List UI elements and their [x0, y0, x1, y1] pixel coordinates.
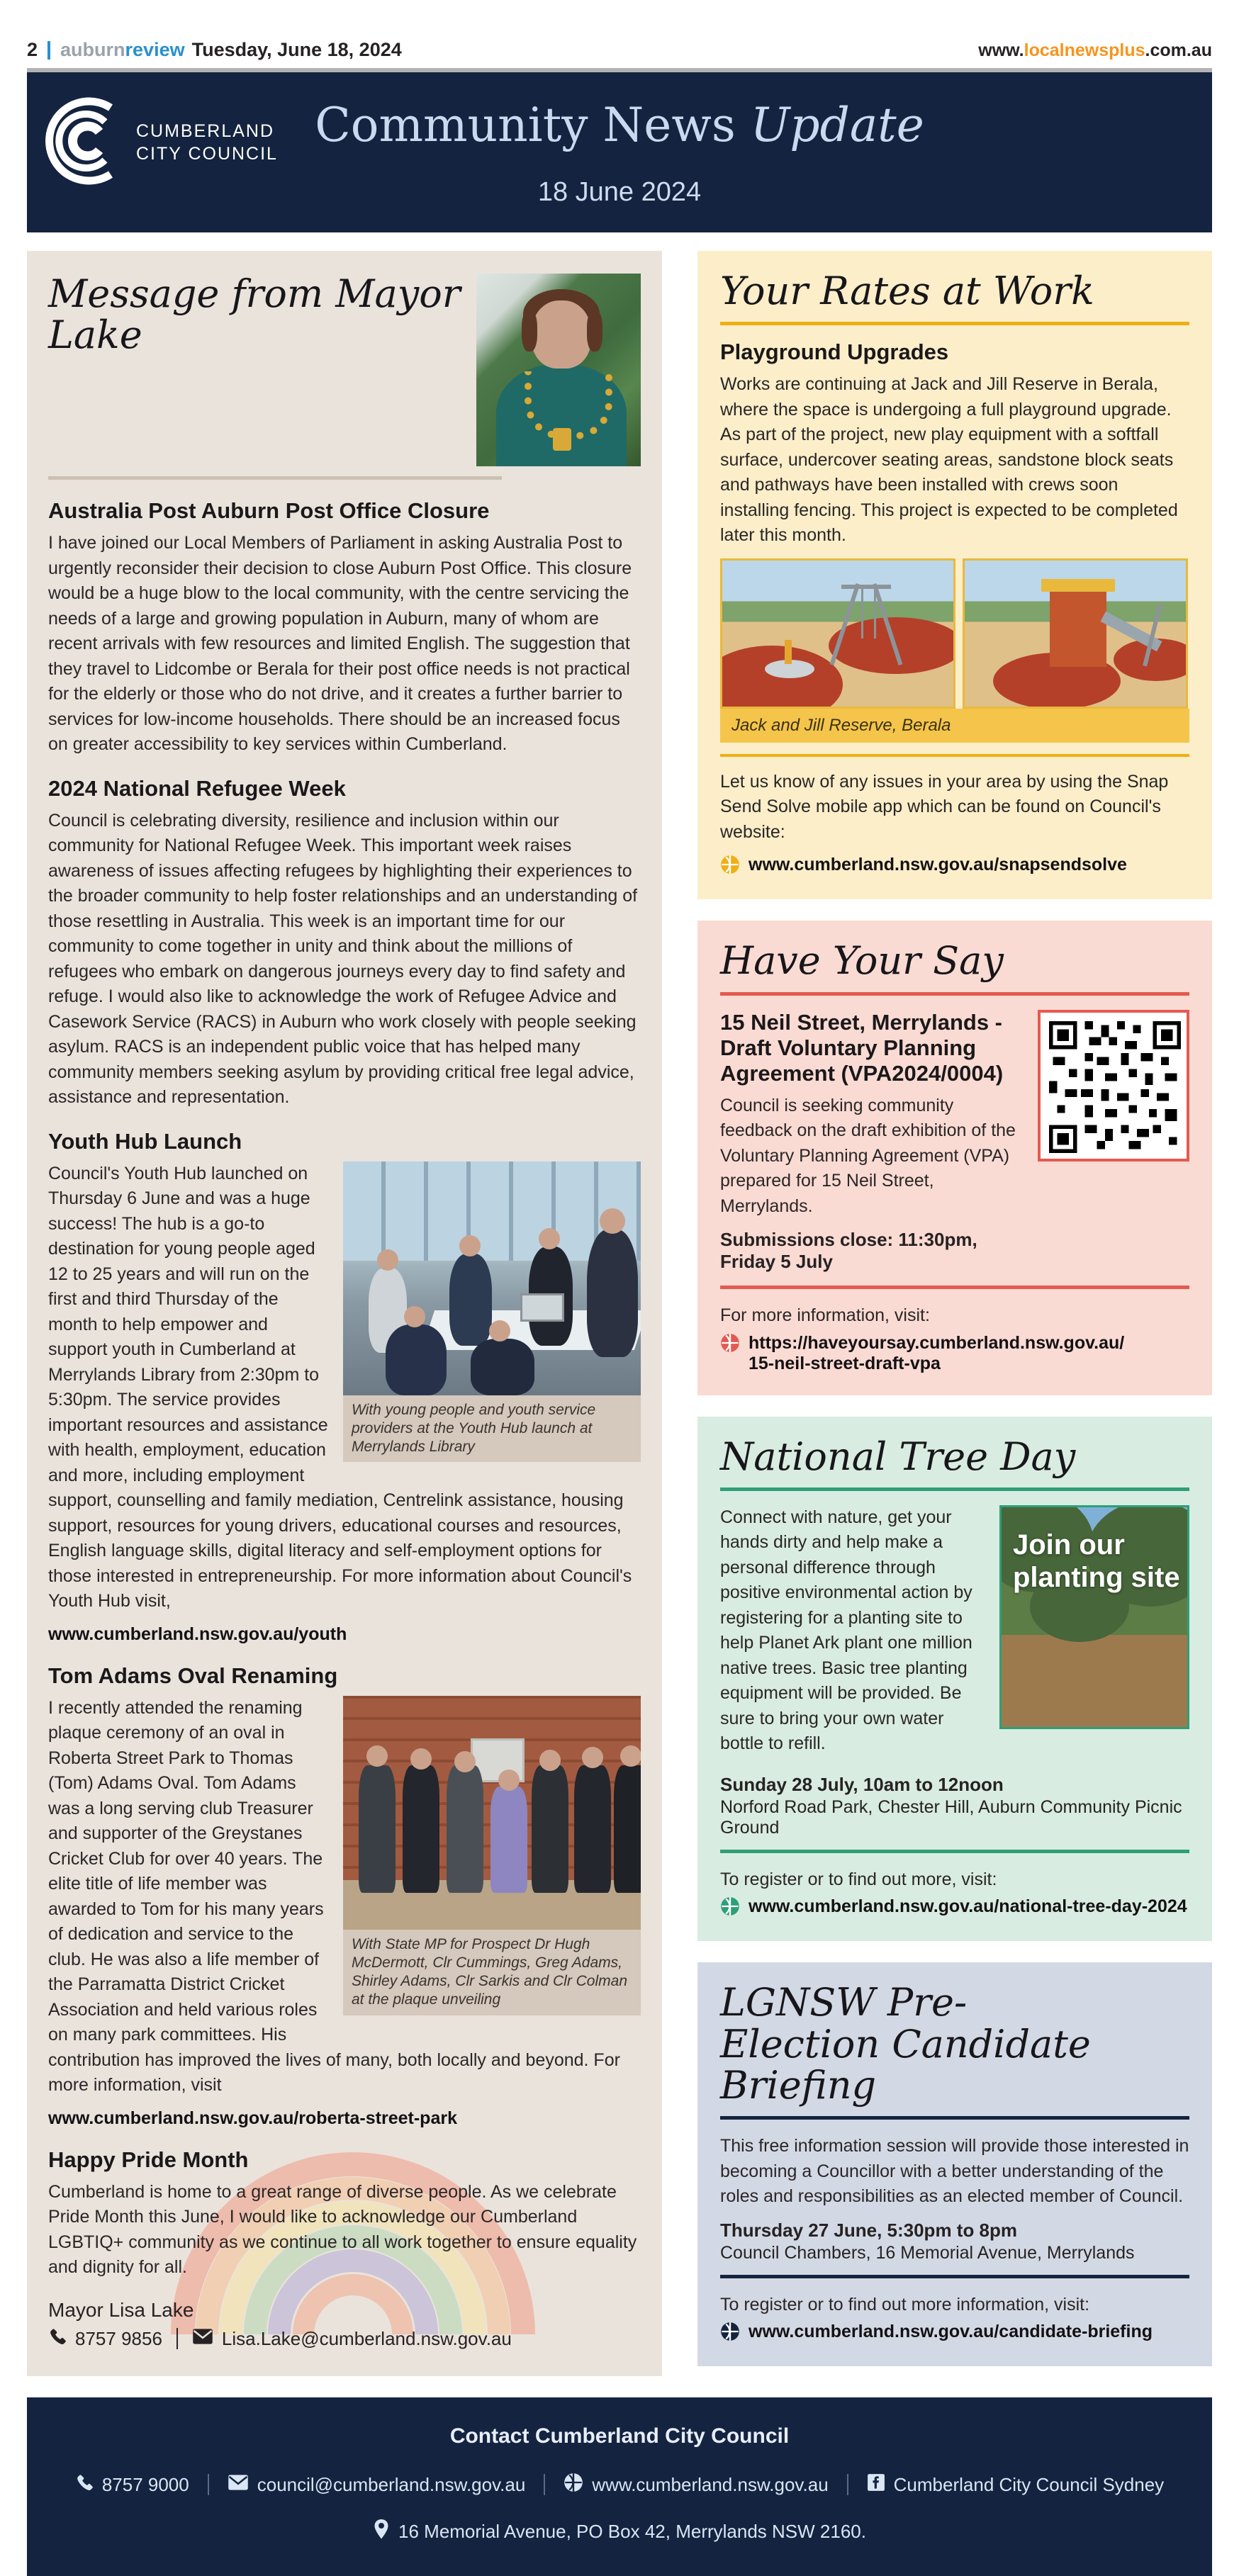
paper-date: Tuesday, June 18, 2024 [191, 39, 402, 60]
hys-link-line2: 15-neil-street-draft-vpa [749, 1353, 941, 1373]
lgnsw-where: Council Chambers, 16 Memorial Avenue, Merrylands [720, 2242, 1135, 2263]
paper-website[interactable] [978, 40, 1212, 61]
youth-hub-photo-block [343, 1162, 641, 1463]
photo-shape [403, 1765, 439, 1893]
photo-shape [574, 1765, 611, 1893]
envelope-icon [228, 2474, 249, 2496]
footer-facebook: Cumberland City Council Sydney [893, 2473, 1165, 2495]
snap-send-solve-note: Let us know of any issues in your area by using the Snap Send Solve mobile app which can be found on Council's website: [720, 771, 1169, 842]
photo-shape [459, 1235, 481, 1256]
rates-separator [720, 754, 1189, 757]
footer-phone-item[interactable] [75, 2473, 189, 2497]
photo-shape [522, 310, 537, 351]
photo-shape [498, 1770, 520, 1791]
photo-shape [471, 1339, 534, 1395]
photo-shape [490, 1787, 527, 1893]
tree-day-separator [720, 1850, 1189, 1853]
pride-section [48, 2147, 641, 2351]
footer-divider [847, 2474, 848, 2495]
newsletter-date: 18 June 2024 [537, 177, 702, 207]
paper-name-review: review [125, 39, 185, 60]
footer-contact-row [48, 2473, 1191, 2497]
lgnsw-link[interactable]: www.cumberland.nsw.gov.au/candidate-briefing [749, 2322, 1153, 2342]
tom-adams-photo [343, 1696, 641, 1930]
hys-link-line1: https://haveyoursay.cumberland.nsw.gov.au/ [749, 1332, 1125, 1353]
photo-shape [582, 1747, 603, 1768]
photo-shape [447, 1765, 483, 1893]
phone-icon [75, 2473, 94, 2497]
hys-separator [720, 1286, 1189, 1289]
paper-header-left [27, 39, 402, 61]
photo-shape [587, 310, 602, 351]
photo-shape [600, 1208, 625, 1234]
pride-body: Cumberland is home to a great range of diverse people. As we celebrate Pride Month this June, I would like to acknowledge our Cumberland LGBTIQ+ community as we continue to all work together to ensure equality and dignity for all. [48, 2181, 637, 2277]
photo-shape [520, 1293, 564, 1322]
facebook-icon [867, 2473, 885, 2497]
lgnsw-when: Thursday 27 June, 5:30pm to 8pm [720, 2219, 1018, 2241]
tree-day-photo [999, 1505, 1189, 1729]
playground-photo-caption: Jack and Jill Reserve, Berala [720, 709, 1189, 743]
footer-address-row [48, 2519, 1191, 2545]
title-underline [48, 476, 502, 480]
hys-more-info: For more information, visit: [720, 1305, 930, 1326]
youth-hub-photo [343, 1162, 641, 1395]
photo-shape [785, 640, 792, 664]
mayor-contact-row [48, 2327, 641, 2351]
mayor-phone[interactable]: 8757 9856 [75, 2327, 162, 2349]
tom-adams-body: I recently attended the renaming plaque ceremony of an oval in Roberta Street Park to Thomas (Tom) Adams Oval. Tom Adams was a long serving club Treasurer and supporter of the Greystanes Cricket Club for over 40 years. The elite title of life member was awarded to Tom for his many years of dedication and service to the club. He was also a life member of the Parramatta District Cricket Association and held various roles on many park committees. His contribution has improved the lives of many, both locally and beyond. For more information, visit [48, 1697, 620, 2095]
photo-shape [449, 1254, 492, 1346]
footer-address: 16 Memorial Avenue, PO Box 42, Merrylands NSW 2160. [398, 2520, 866, 2542]
snap-send-solve-link[interactable]: www.cumberland.nsw.gov.au/snapsendsolve [749, 855, 1127, 875]
page-number: 2 [27, 39, 38, 60]
hys-body: Council is seeking community feedback on the draft exhibition of the Voluntary Planning Agreement (VPA) prepared for 15 Neil Street, Merrylands. [720, 1095, 1016, 1216]
photo-shape [489, 1320, 510, 1342]
rates-title: Your Rates at Work [720, 269, 1094, 313]
rates-underline [720, 322, 1189, 325]
newsletter-title [27, 98, 1212, 152]
photo-shape [539, 1228, 560, 1249]
hys-link[interactable] [749, 1333, 1124, 1374]
paper-name [60, 39, 185, 61]
footer-phone: 8757 9000 [101, 2473, 189, 2495]
youth-hub-body: Council's Youth Hub launched on Thursday 6 June and was a huge success! The hub is a go-to destination for young people aged 12 to 25 years and will run on the first and third Thursday of the month to help empower and support youth in Cumberland at Merrylands Library from 2:30pm to 5:30pm. The service provides important resources and assistance with health, employment, education and more, including employment support, counselling and family mediation, Centrelink assistance, housing support, resources for young drivers, educational courses and resources, English language skills, digital literacy and self-employment options for those interested in entrepreneurship. For more information about Council's Youth Hub visit, [48, 1163, 632, 1611]
tree-day-panel [697, 1417, 1212, 1942]
lgnsw-title: LGNSW Pre-Election Candidate Briefing [720, 1980, 1091, 2108]
photo-shape [366, 1745, 388, 1767]
youth-hub-photo-caption: With young people and youth service providers at the Youth Hub launch at Merrylands Library [343, 1395, 641, 1463]
pride-text [48, 2147, 641, 2351]
tree-day-link-row [720, 1896, 1189, 1920]
tree-day-text [720, 1505, 985, 1767]
have-your-say-panel [697, 921, 1212, 1395]
newsletter-title-italic: Update [750, 98, 924, 152]
masthead [27, 72, 1212, 232]
lgnsw-register: To register or to find out more information, visit: [720, 2294, 1090, 2315]
mayor-signature-name: Mayor Lisa Lake [48, 2298, 194, 2321]
playground-photo-1 [720, 558, 955, 709]
hys-title: Have Your Say [720, 938, 1004, 984]
photo-shape [620, 1745, 641, 1767]
globe-icon [720, 1333, 740, 1356]
qr-code [1038, 1010, 1189, 1162]
tree-day-body: Connect with nature, get your hands dirty and help make a personal difference through positive environmental action by registering for a planting site to help Planet Ark plant one million native trees. Basic tree planting equipment will be provided. Be sure to bring your own water bottle to refill. [720, 1507, 972, 1754]
photo-shape [587, 1230, 638, 1357]
newsletter-title-main: Community News [315, 98, 736, 152]
globe-icon [720, 855, 740, 878]
phone-icon [48, 2327, 67, 2351]
tree-day-when: Sunday 28 July, 10am to 12noon [720, 1773, 1004, 1795]
footer [27, 2397, 1212, 2576]
globe-icon [720, 1896, 740, 1920]
lgnsw-panel [697, 1962, 1212, 2366]
tom-adams-photo-block [343, 1696, 641, 2015]
footer-facebook-item[interactable] [867, 2473, 1165, 2497]
tree-day-underline [720, 1487, 1189, 1491]
tree-day-photo-overlay: Join our planting site [1013, 1529, 1180, 1593]
snap-send-solve-link-row [720, 855, 1189, 878]
post-office-heading: Australia Post Auburn Post Office Closure [48, 498, 490, 523]
pride-heading: Happy Pride Month [48, 2147, 249, 2172]
tree-day-content [720, 1505, 1189, 1767]
footer-email-item[interactable] [228, 2474, 526, 2496]
globe-icon [564, 2473, 583, 2497]
playground-photo-2 [963, 558, 1188, 709]
photo-shape [377, 1249, 398, 1271]
footer-title: Contact Cumberland City Council [449, 2424, 790, 2448]
main-content [27, 251, 1212, 2376]
site-suffix: .com.au [1145, 40, 1212, 60]
hys-heading: 15 Neil Street, Merrylands - Draft Voluntary Planning Agreement (VPA2024/0004) [720, 1009, 1004, 1086]
photo-shape [454, 1751, 476, 1772]
paper-name-auburn: auburn [60, 39, 125, 60]
photo-shape [841, 585, 891, 589]
playground-body: Works are continuing at Jack and Jill Reserve in Berala, where the space is undergoing a full playground upgrade. As part of the project, new play equipment with a softfall surface, undercover seating areas, sandstone block seats and pathways have been installed with crews soon installing fencing. This project is expected to be completed later this month. [720, 374, 1178, 546]
footer-divider [208, 2474, 209, 2495]
lgnsw-link-row [720, 2322, 1189, 2345]
tom-adams-photo-caption: With State MP for Prospect Dr Hugh McDermott, Clr Cummings, Greg Adams, Shirley Adams, Clr Sarkis and Clr Colman at the plaque unveiling [343, 1930, 641, 2015]
lgnsw-body: This free information session will provide those interested in becoming a Councillor with a better understanding of the roles and responsibilities as an elected member of Council. [720, 2136, 1189, 2207]
council-name-line1: CUMBERLAND [136, 121, 275, 142]
tree-day-where: Norford Road Park, Chester Hill, Auburn Community Picnic Ground [720, 1796, 1182, 1838]
photo-shape [404, 1306, 425, 1327]
mayor-photo [476, 274, 641, 466]
hys-underline [720, 992, 1189, 996]
photo-shape [1050, 589, 1106, 667]
right-column [697, 251, 1212, 2366]
photo-shape [861, 589, 863, 639]
photo-shape [539, 1750, 561, 1771]
playground-photos [720, 558, 1189, 709]
tree-day-link[interactable]: www.cumberland.nsw.gov.au/national-tree-day-2024 [749, 1896, 1187, 1917]
site-brand: localnewsplus [1024, 40, 1145, 60]
council-name-line2: CITY COUNCIL [136, 143, 278, 164]
photo-shape [874, 589, 876, 639]
footer-web: www.cumberland.nsw.gov.au [592, 2473, 829, 2495]
mayor-message-panel [27, 251, 662, 2376]
photo-shape [553, 428, 571, 451]
divider-bar [47, 41, 50, 60]
footer-web-item[interactable] [564, 2473, 828, 2497]
post-office-body: I have joined our Local Members of Parliament in asking Australia Post to urgently reconsider their decision to close Auburn Post Office. This closure would be a huge blow to the local community, with the centre servicing the needs of a large and growing population in Auburn, many of whom are recent arrivals with few resources and limited English. The suggestion that they travel to Lidcombe or Berala for their post office needs is not practical for the elderly or those who do not drive, and it creates a further barrier to services for low-income households. There should be an increased focus on greater accessibility to key services within Cumberland. [48, 533, 632, 754]
paper-header [27, 0, 1212, 68]
lgnsw-underline [720, 2116, 1189, 2120]
tom-adams-link[interactable]: www.cumberland.nsw.gov.au/roberta-street-park [48, 2108, 457, 2128]
mayor-message-title: Message from Mayor Lake [48, 271, 461, 358]
mayor-email[interactable]: Lisa.Lake@cumberland.nsw.gov.au [221, 2327, 512, 2349]
tree-day-register: To register or to find out more, visit: [720, 1869, 997, 1889]
tom-adams-heading: Tom Adams Oval Renaming [48, 1663, 338, 1688]
hys-deadline: Submissions close: 11:30pm, Friday 5 July [720, 1229, 977, 1273]
youth-hub-link[interactable]: www.cumberland.nsw.gov.au/youth [48, 1624, 347, 1644]
photo-shape [1041, 579, 1115, 592]
globe-icon [720, 2322, 740, 2345]
contact-divider [176, 2328, 178, 2349]
photo-shape [532, 1765, 568, 1893]
hys-content [720, 1010, 1189, 1275]
rates-panel [697, 251, 1212, 899]
refugee-week-body: Council is celebrating diversity, resilience and inclusion within our community for National Refugee Week. This important week raises awareness of issues affecting refugees by highlighting their experiences to the broader community to help foster relationships and an understanding of those resettling in Australia. This week is an important time for our community to come together in unity and think about the millions of refugees who embark on dangerous journeys every day to find safety and refuge. I would also like to acknowledge the work of Refugee Advice and Casework Service (RACS) in Auburn who work closely with people seeking asylum. RACS is an independent public voice that has helped many community members seeking asylum by providing critical free legal advice, assistance and representation. [48, 810, 638, 1107]
photo-shape [532, 300, 591, 369]
photo-shape [614, 1765, 641, 1893]
photo-shape [386, 1324, 447, 1395]
envelope-icon [192, 2328, 213, 2350]
photo-shape [410, 1748, 432, 1770]
refugee-week-heading: 2024 National Refugee Week [48, 775, 346, 801]
location-pin-icon [373, 2519, 390, 2545]
hys-text [720, 1010, 1022, 1275]
playground-heading: Playground Upgrades [720, 339, 949, 365]
tree-day-title: National Tree Day [720, 1434, 1076, 1479]
hys-link-row [720, 1333, 1189, 1374]
lgnsw-separator [720, 2275, 1189, 2278]
site-prefix: www. [978, 40, 1024, 60]
youth-hub-heading: Youth Hub Launch [48, 1128, 242, 1154]
mayor-photo-block [476, 274, 641, 466]
photo-shape [359, 1765, 396, 1893]
footer-divider [544, 2474, 545, 2495]
footer-email: council@cumberland.nsw.gov.au [257, 2473, 526, 2495]
